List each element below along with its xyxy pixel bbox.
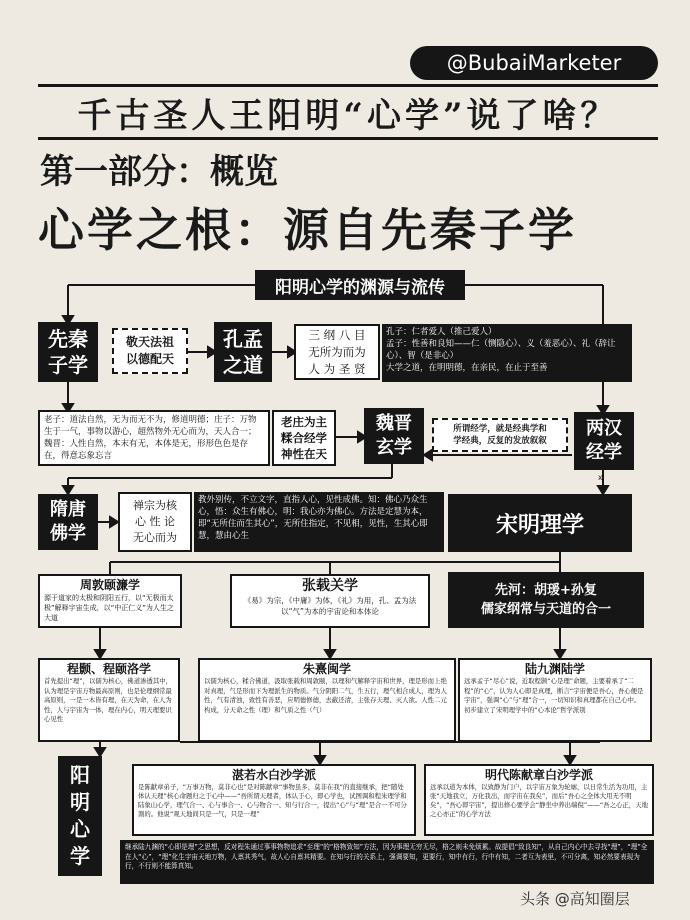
node-zhan: [132, 764, 416, 836]
node-bottom-desc: 继承陆九渊的“心即是理”之思想，反对程朱通过事事物物追求“至理”的“格物致知”方法，因为事理无穷无尽，格之则未免烦累。故提倡“致良知”，从自己内心中去寻找“理”，“理”全在人“心”，“理”化生宇宙天地万物，人禀其秀气，故人心自禀其精要。在知与行的关系上，强调要知，更要行，知中有行，行中有知，二者互为表里，不可分离，知必然要表现为行，不行则不能算真知。: [120, 840, 654, 884]
node-zhang: [230, 574, 430, 628]
node-jingtian: 敬天法祖 以德配天: [112, 328, 188, 374]
lu-desc: 远承孟子“尽心”说，近取程颢“心是理”命题，主要着承了“二程”的“心”，认为人心即是真理，断言“宇宙便是吾心，吾心便是宇宙”，强调“心”与“理”合一，一切知识和真理都在自己心中。初步建立了宋明理学中的“心本论”哲学派别: [464, 677, 644, 714]
zhu-desc: 以儒为核心，糅合佛道，汲取张载和周敦颐，以理和气解释宇宙和世界，理是形而上绝对真理，气是形而下为理派生的物质。气分阴阳二气，生五行，理气相合成人，理为人性，气有清浊，致性有善恶，应明德修德，去蔽还清，主张存天理、灭人欲。人性二元构成，分天命之性（理）和气质之性（气）: [204, 677, 447, 714]
node-xianqin: 先秦 子学: [38, 322, 98, 382]
cheng-title: 程颢、程颐洛学: [66, 662, 151, 676]
chen-desc: 远承以道为本体，以致静为门户，以宇宙万象为轮廓，以日常生活为功用，主张“天地我立，万化我出，而宇宙在我矣”，而后“吾心之全体大用无不明矣”，“吾心即宇宙”，提出修心要学会“静坐中养出端倪”——“吾之心正，天地之心亦正”的心学方法: [430, 783, 648, 818]
handle-badge: [410, 46, 658, 80]
headline: 心学之根：源自先秦子学: [38, 203, 577, 257]
node-zhu: [198, 658, 456, 742]
node-laozi-desc: 老子：道法自然，无为而无不为，修道明德；庄子：万物生于一气，事物以游心，超然物外无心而为，天人合一；魏晋：人性自然，本末有无，本体是无，形形色色是存在，得意忘象忘言: [38, 410, 270, 466]
node-zhou: [38, 574, 182, 628]
node-kongmeng-desc: 孔子：仁者爱人（推己爱人） 孟子：性善和良知——仁（恻隐心）、义（羞恶心）、礼（辞让心）、智（是非心） 大学之道，在明明德，在亲民，在止于至善: [382, 324, 632, 382]
handle-text: @BubaiMarketer: [446, 51, 622, 75]
node-chen: [424, 764, 654, 836]
zhan-title: 湛若水白沙学派: [231, 768, 316, 782]
node-cheng: [38, 658, 180, 742]
node-lu: [458, 658, 652, 742]
node-yangming: 阳 明 心 学: [58, 756, 102, 876]
node-lianghan: 两汉 经学: [574, 412, 634, 470]
page-title-box: [38, 84, 658, 140]
zhou-desc: 源于道家的太极和阴阳五行，以“无极而太极”解释宇宙生成，以“中正仁义”为人生之大道: [44, 594, 174, 622]
node-chanzong-desc: 教外别传，不立文字，直指人心，见性成佛。知：佛心乃众生心，悟：众生有佛心，明：我心亦为佛心。方法是定慧为本，即“无所住而生其心”，无所住指定，不见相，见性，生其心即慧，慧由心生: [194, 492, 444, 552]
node-suitang: 隋唐 佛学: [38, 494, 98, 550]
zhang-title: 张载关学: [302, 578, 358, 594]
zhu-title: 朱熹闽学: [302, 662, 351, 676]
zhou-title: 周敦颐濂学: [79, 578, 140, 592]
chen-title: 明代陈献章白沙学派: [484, 768, 593, 782]
part-heading: 第一部分：概览: [40, 152, 278, 192]
zhan-desc: 是陈献章弟子，“万事万物，莫非心也”是对陈献章“事物虽多，莫非在我”的直接继承，把“随处体认天理”核心命题归之于心中——“吾所谓天理者，体认于心，即心学也，试图调和程朱理学和陆象山心学，理气合一、心与事合一、心与物合一、知与行合一，提出“心”与“理”是合一不可分割的。他说“观天地间只是一气，只是一理”: [138, 783, 407, 818]
diagram-title-text: 阳明心学的渊源与流传: [275, 277, 445, 298]
watermark: 头条 @高知圈层: [520, 890, 630, 908]
zhang-desc: 《易》为宗，《中庸》为体，《礼》为用，孔、孟为法 以“气”为本的宇宙论和本体论: [243, 596, 417, 616]
node-chanzong: 禅宗为核 心 性 论 无心而为: [118, 492, 192, 552]
cheng-desc: 首先提出“理”，以儒为核心，佛道渗透其中，认为理是宇宙万物最高原则，也是伦理纲常最高原则，一是一木皆有理，在天为命，在人为性，人与宇宙为一体，理在内心，明天理要识心见性: [44, 677, 173, 723]
node-suowei: 所谓经学，就是经典学和 学经典，反复的发放叙叙: [432, 418, 568, 452]
page-title: 千古圣人王阳明“心学”说了啥？: [77, 95, 619, 136]
diagram-title: [255, 270, 465, 300]
node-sangang: 三 纲 八 目 无所为而为 人 为 圣 贤: [294, 324, 380, 380]
node-kongmeng: 孔孟 之道: [214, 322, 272, 382]
node-xianhe: 先河：胡瑗+孙复 儒家纲常与天道的合一: [448, 572, 644, 628]
node-weijin: 魏晋 玄学: [364, 408, 424, 464]
x-mark: x: [598, 473, 603, 482]
node-laozhuang: 老庄为主 糅合经学 神性在天: [272, 410, 336, 466]
node-songming: 宋明理学: [448, 494, 632, 552]
lu-title: 陆九渊陆学: [524, 662, 585, 676]
